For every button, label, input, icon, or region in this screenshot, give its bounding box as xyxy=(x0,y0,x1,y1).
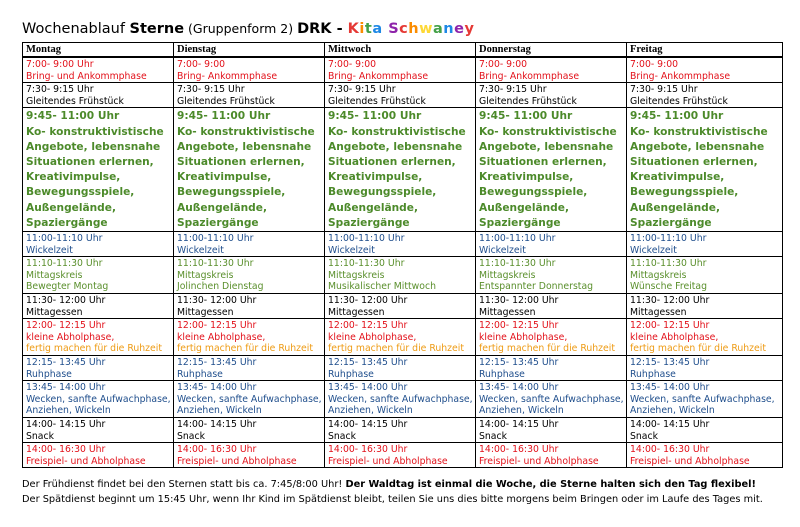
schedule-cell xyxy=(325,293,476,318)
time-range: 14:00- 14:15 Uhr xyxy=(26,418,106,430)
activity-label: Wünsche Freitag xyxy=(630,281,708,293)
time-range: 12:15- 13:45 Uhr xyxy=(177,356,257,368)
activity-line: Angebote, lebensnahe xyxy=(177,140,312,153)
schedule-row xyxy=(23,57,783,83)
schedule-row xyxy=(23,319,783,356)
activity-label: Ruhphase xyxy=(177,368,223,380)
day-header-row xyxy=(23,43,783,58)
schedule-cell xyxy=(23,355,174,380)
time-range: 14:00- 16:30 Uhr xyxy=(26,444,106,456)
activity-label: Ruhphase xyxy=(328,368,374,380)
time-range: 7:00- 9:00 xyxy=(328,59,377,70)
activity-label: Bring- und Ankommphase xyxy=(26,70,147,82)
activity-label: Bring- Ankommphase xyxy=(479,70,580,82)
time-range: 14:00- 14:15 Uhr xyxy=(328,418,408,430)
schedule-cell xyxy=(23,293,174,318)
activity-label: Anziehen, Wickeln xyxy=(630,405,715,417)
schedule-row xyxy=(23,443,783,468)
schedule-cell xyxy=(23,257,174,294)
time-range: 12:00- 12:15 Uhr xyxy=(177,320,257,332)
time-range: 7:30- 9:15 Uhr xyxy=(26,84,94,96)
time-range: 14:00- 16:30 Uhr xyxy=(479,444,559,456)
day-header: Donnerstag xyxy=(476,43,627,58)
schedule-cell xyxy=(476,319,627,356)
page-title xyxy=(22,20,474,38)
time-range: 12:15- 13:45 Uhr xyxy=(630,356,710,368)
activity-label: Mittagessen xyxy=(630,306,687,318)
schedule-cell xyxy=(476,381,627,418)
schedule-cell xyxy=(476,443,627,468)
activity-label: Freispiel- und Abholphase xyxy=(177,455,297,467)
activity-label: Bewegter Montag xyxy=(26,281,109,293)
schedule-cell xyxy=(325,57,476,83)
kita-letter: S xyxy=(388,21,400,37)
activity-line: Kreativimpulse, xyxy=(177,171,272,184)
activity-label: fertig machen für die Ruhzeit xyxy=(630,343,766,355)
time-range: 13:45- 14:00 Uhr xyxy=(328,382,408,394)
activity-label: Wickelzeit xyxy=(328,244,375,256)
time-range: 13:45- 14:00 Uhr xyxy=(479,382,559,394)
schedule-row xyxy=(23,381,783,418)
activity-label: Freispiel- und Abholphase xyxy=(630,455,750,467)
footer-note-forest-day: Der Waldtag ist einmal die Woche, die Sterne halten sich den Tag flexibel! xyxy=(345,479,756,490)
time-range: 13:45- 14:00 Uhr xyxy=(630,382,710,394)
schedule-cell xyxy=(174,108,325,232)
activity-label: Wickelzeit xyxy=(177,244,224,256)
time-range: 11:30- 12:00 Uhr xyxy=(328,294,408,306)
title-group: Sterne xyxy=(129,21,185,37)
time-range: 11:30- 12:00 Uhr xyxy=(479,294,559,306)
time-range: 11:00-11:10 Uhr xyxy=(26,233,103,244)
kita-letter: y xyxy=(464,21,475,37)
schedule-cell xyxy=(325,83,476,108)
activity-line: Bewegungsspiele, xyxy=(630,186,739,199)
activity-line: Ko- konstruktivistische xyxy=(26,125,164,138)
time-range: 11:00-11:10 Uhr xyxy=(479,233,556,244)
time-range: 14:00- 14:15 Uhr xyxy=(177,418,257,430)
activity-line: 9:45- 11:00 Uhr xyxy=(479,110,573,123)
kita-letter: e xyxy=(454,21,465,37)
activity-line: Außengelände, xyxy=(177,201,267,214)
schedule-cell xyxy=(627,381,783,418)
kita-letter: K xyxy=(347,21,360,37)
time-range: 7:00- 9:00 xyxy=(630,59,679,70)
time-range: 7:00- 9:00 Uhr xyxy=(26,59,94,70)
time-range: 12:15- 13:45 Uhr xyxy=(328,356,408,368)
activity-label: Gleitendes Frühstück xyxy=(328,95,426,107)
schedule-cell xyxy=(23,443,174,468)
activity-label: Mittagskreis xyxy=(26,269,83,281)
time-range: 14:00- 16:30 Uhr xyxy=(630,444,710,456)
footer-note-early: Der Frühdienst findet bei den Sternen statt bis ca. 7:45/8:00 Uhr! xyxy=(22,479,346,490)
time-range: 11:30- 12:00 Uhr xyxy=(630,294,710,306)
schedule-cell xyxy=(23,381,174,418)
activity-line: Bewegungsspiele, xyxy=(479,186,588,199)
schedule-row xyxy=(23,293,783,318)
day-header: Montag xyxy=(23,43,174,58)
activity-label: Snack xyxy=(630,430,658,442)
schedule-cell xyxy=(174,319,325,356)
activity-label: fertig machen für die Ruhzeit xyxy=(26,343,162,355)
activity-label: Wecken, sanfte Aufwachphase, xyxy=(630,393,775,405)
schedule-cell xyxy=(23,57,174,83)
schedule-cell xyxy=(476,57,627,83)
time-range: 11:00-11:10 Uhr xyxy=(630,233,707,244)
time-range: 12:00- 12:15 Uhr xyxy=(479,320,559,332)
activity-label: fertig machen für die Ruhzeit xyxy=(479,343,615,355)
schedule-cell xyxy=(174,257,325,294)
activity-label: kleine Abholphase, xyxy=(328,331,417,343)
activity-line: Bewegungsspiele, xyxy=(328,186,437,199)
activity-line: Kreativimpulse, xyxy=(328,171,423,184)
schedule-row xyxy=(23,83,783,108)
time-range: 7:30- 9:15 Uhr xyxy=(630,84,698,96)
schedule-cell xyxy=(174,355,325,380)
activity-line: Kreativimpulse, xyxy=(26,171,121,184)
activity-label: Anziehen, Wickeln xyxy=(177,405,262,417)
kita-letter: w xyxy=(419,21,433,37)
activity-label: Jolinchen Dienstag xyxy=(177,281,264,293)
time-range: 12:00- 12:15 Uhr xyxy=(328,320,408,332)
activity-line: Spaziergänge xyxy=(26,216,108,229)
schedule-cell xyxy=(627,83,783,108)
kita-name-logo xyxy=(348,21,475,37)
activity-label: Mittagessen xyxy=(328,306,385,318)
schedule-row xyxy=(23,108,783,232)
time-range: 7:00- 9:00 xyxy=(479,59,528,70)
activity-label: kleine Abholphase, xyxy=(177,331,266,343)
activity-label: Gleitendes Frühstück xyxy=(177,95,275,107)
day-header: Mittwoch xyxy=(325,43,476,58)
title-org: DRK - xyxy=(297,21,348,37)
schedule-row xyxy=(23,355,783,380)
schedule-cell xyxy=(23,108,174,232)
activity-line: Außengelände, xyxy=(479,201,569,214)
schedule-cell xyxy=(325,232,476,257)
time-range: 11:10-11:30 Uhr xyxy=(26,258,103,270)
time-range: 7:30- 9:15 Uhr xyxy=(177,84,245,96)
schedule-cell xyxy=(23,232,174,257)
time-range: 14:00- 14:15 Uhr xyxy=(479,418,559,430)
kita-letter: a xyxy=(432,21,444,37)
time-range: 7:00- 9:00 xyxy=(177,59,226,70)
time-range: 11:00-11:10 Uhr xyxy=(328,233,405,244)
activity-label: Ruhphase xyxy=(479,368,525,380)
activity-line: 9:45- 11:00 Uhr xyxy=(328,110,422,123)
schedule-cell xyxy=(174,417,325,442)
activity-line: Angebote, lebensnahe xyxy=(479,140,614,153)
schedule-cell xyxy=(174,381,325,418)
time-range: 11:10-11:30 Uhr xyxy=(479,258,556,270)
activity-label: Freispiel- und Abholphase xyxy=(479,455,599,467)
activity-line: Ko- konstruktivistische xyxy=(177,125,315,138)
activity-line: Kreativimpulse, xyxy=(479,171,574,184)
activity-label: kleine Abholphase, xyxy=(479,331,568,343)
activity-label: Gleitendes Frühstück xyxy=(479,95,577,107)
activity-label: Freispiel- und Abholphase xyxy=(328,455,448,467)
activity-label: Bring- Ankommphase xyxy=(328,70,429,82)
activity-line: Situationen erlernen, xyxy=(630,155,758,168)
time-range: 14:00- 16:30 Uhr xyxy=(328,444,408,456)
schedule-cell xyxy=(325,319,476,356)
schedule-cell xyxy=(476,108,627,232)
title-form: (Gruppenform 2) xyxy=(184,21,298,36)
activity-label: Bring- Ankommphase xyxy=(177,70,278,82)
activity-line: Spaziergänge xyxy=(177,216,259,229)
kita-letter: n xyxy=(443,21,455,37)
time-range: 12:15- 13:45 Uhr xyxy=(26,356,106,368)
schedule-cell xyxy=(23,83,174,108)
time-range: 12:00- 12:15 Uhr xyxy=(26,320,106,332)
schedule-row xyxy=(23,417,783,442)
schedule-cell xyxy=(627,293,783,318)
activity-line: Situationen erlernen, xyxy=(26,155,154,168)
schedule-cell xyxy=(476,293,627,318)
activity-label: Wickelzeit xyxy=(26,244,73,256)
time-range: 11:10-11:30 Uhr xyxy=(177,258,254,270)
time-range: 7:30- 9:15 Uhr xyxy=(479,84,547,96)
activity-label: Mittagskreis xyxy=(177,269,234,281)
activity-label: Mittagessen xyxy=(26,306,83,318)
activity-label: Anziehen, Wickeln xyxy=(479,405,564,417)
activity-label: Mittagskreis xyxy=(479,269,536,281)
activity-label: Ruhphase xyxy=(26,368,72,380)
schedule-cell xyxy=(476,83,627,108)
schedule-cell xyxy=(23,319,174,356)
footer-note-2 xyxy=(22,493,763,506)
schedule-cell xyxy=(476,232,627,257)
schedule-cell xyxy=(627,257,783,294)
activity-label: Ruhphase xyxy=(630,368,676,380)
activity-line: Außengelände, xyxy=(328,201,418,214)
time-range: 13:45- 14:00 Uhr xyxy=(177,382,257,394)
activity-label: Mittagskreis xyxy=(328,269,385,281)
schedule-cell xyxy=(476,257,627,294)
time-range: 11:30- 12:00 Uhr xyxy=(26,294,106,306)
time-range: 14:00- 16:30 Uhr xyxy=(177,444,257,456)
activity-label: Wecken, sanfte Aufwachphase, xyxy=(26,393,171,405)
time-range: 14:00- 14:15 Uhr xyxy=(630,418,710,430)
activity-label: Mittagskreis xyxy=(630,269,687,281)
schedule-cell xyxy=(325,355,476,380)
activity-line: Ko- konstruktivistische xyxy=(630,125,768,138)
footer-note-late: Der Spätdienst beginnt um 15:45 Uhr, wenn Ihr Kind im Spätdienst bleibt, teilen Sie uns dies bitte morgens beim Bringen oder im Laufe des Tages mit. xyxy=(22,494,763,505)
activity-line: Spaziergänge xyxy=(630,216,712,229)
activity-line: Spaziergänge xyxy=(479,216,561,229)
activity-label: Gleitendes Frühstück xyxy=(630,95,728,107)
time-range: 11:30- 12:00 Uhr xyxy=(177,294,257,306)
activity-label: Wecken, sanfte Aufwachphase, xyxy=(177,393,322,405)
schedule-cell xyxy=(476,417,627,442)
activity-line: Außengelände, xyxy=(26,201,116,214)
activity-label: kleine Abholphase, xyxy=(26,331,115,343)
time-range: 11:10-11:30 Uhr xyxy=(630,258,707,270)
activity-line: Situationen erlernen, xyxy=(479,155,607,168)
schedule-cell xyxy=(174,443,325,468)
schedule-cell xyxy=(174,83,325,108)
schedule-cell xyxy=(325,381,476,418)
schedule-cell xyxy=(174,293,325,318)
activity-label: kleine Abholphase, xyxy=(630,331,719,343)
activity-line: Ko- konstruktivistische xyxy=(328,125,466,138)
activity-label: Musikalischer Mittwoch xyxy=(328,281,436,293)
schedule-cell xyxy=(627,57,783,83)
time-range: 7:30- 9:15 Uhr xyxy=(328,84,396,96)
activity-label: Snack xyxy=(328,430,356,442)
activity-label: Wecken, sanfte Aufwachphase, xyxy=(328,393,473,405)
activity-label: fertig machen für die Ruhzeit xyxy=(328,343,464,355)
activity-label: fertig machen für die Ruhzeit xyxy=(177,343,313,355)
title-prefix: Wochenablauf xyxy=(22,21,130,37)
activity-label: Bring- Ankommphase xyxy=(630,70,731,82)
activity-line: Bewegungsspiele, xyxy=(26,186,135,199)
activity-label: Wickelzeit xyxy=(479,244,526,256)
kita-letter: h xyxy=(408,21,420,37)
activity-line: Kreativimpulse, xyxy=(630,171,725,184)
schedule-row xyxy=(23,232,783,257)
day-header: Dienstag xyxy=(174,43,325,58)
activity-line: Angebote, lebensnahe xyxy=(26,140,161,153)
activity-label: Mittagessen xyxy=(479,306,536,318)
day-header: Freitag xyxy=(627,43,783,58)
time-range: 12:00- 12:15 Uhr xyxy=(630,320,710,332)
time-range: 11:00-11:10 Uhr xyxy=(177,233,254,244)
activity-line: Situationen erlernen, xyxy=(177,155,305,168)
activity-line: Außengelände, xyxy=(630,201,720,214)
time-range: 11:10-11:30 Uhr xyxy=(328,258,405,270)
activity-line: 9:45- 11:00 Uhr xyxy=(177,110,271,123)
activity-label: Snack xyxy=(26,430,54,442)
schedule-cell xyxy=(627,108,783,232)
schedule-cell xyxy=(627,232,783,257)
schedule-cell xyxy=(627,443,783,468)
schedule-cell xyxy=(325,443,476,468)
activity-label: Snack xyxy=(479,430,507,442)
activity-line: Angebote, lebensnahe xyxy=(328,140,463,153)
activity-label: Gleitendes Frühstück xyxy=(26,95,124,107)
activity-label: Wickelzeit xyxy=(630,244,677,256)
schedule-body xyxy=(23,57,783,468)
schedule-cell xyxy=(23,417,174,442)
activity-line: Situationen erlernen, xyxy=(328,155,456,168)
activity-line: 9:45- 11:00 Uhr xyxy=(26,110,120,123)
schedule-cell xyxy=(627,355,783,380)
activity-line: 9:45- 11:00 Uhr xyxy=(630,110,724,123)
activity-label: Freispiel- und Abholphase xyxy=(26,455,146,467)
schedule-cell xyxy=(627,417,783,442)
activity-label: Entspannter Donnerstag xyxy=(479,281,594,293)
activity-line: Ko- konstruktivistische xyxy=(479,125,617,138)
kita-letter: i xyxy=(359,21,365,37)
activity-line: Angebote, lebensnahe xyxy=(630,140,765,153)
activity-label: Wecken, sanfte Aufwachphase, xyxy=(479,393,624,405)
activity-line: Bewegungsspiele, xyxy=(177,186,286,199)
activity-line: Spaziergänge xyxy=(328,216,410,229)
kita-letter: a xyxy=(372,21,383,37)
activity-label: Snack xyxy=(177,430,205,442)
schedule-cell xyxy=(325,108,476,232)
schedule-cell xyxy=(325,417,476,442)
time-range: 12:15- 13:45 Uhr xyxy=(479,356,559,368)
kita-letter: c xyxy=(399,21,409,37)
activity-label: Mittagessen xyxy=(177,306,234,318)
schedule-cell xyxy=(174,57,325,83)
activity-label: Anziehen, Wickeln xyxy=(26,405,111,417)
schedule-cell xyxy=(174,232,325,257)
time-range: 13:45- 14:00 Uhr xyxy=(26,382,106,394)
schedule-row xyxy=(23,257,783,294)
schedule-cell xyxy=(627,319,783,356)
footer-note-1 xyxy=(22,478,756,491)
kita-letter: t xyxy=(364,21,373,37)
schedule-cell xyxy=(476,355,627,380)
schedule-table xyxy=(22,42,783,468)
activity-label: Anziehen, Wickeln xyxy=(328,405,413,417)
schedule-cell xyxy=(325,257,476,294)
